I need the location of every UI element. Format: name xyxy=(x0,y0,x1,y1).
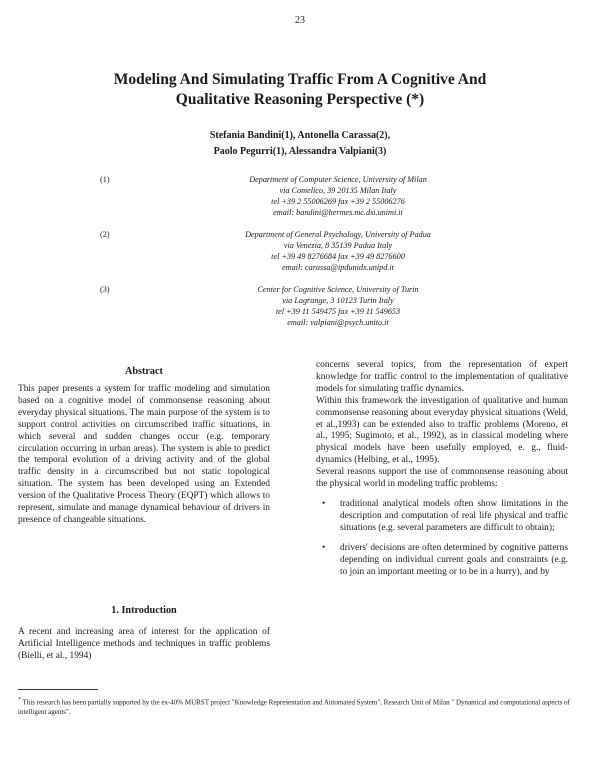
affiliation-line: Center for Cognitive Science, University of Turin xyxy=(257,285,419,294)
affiliation-line: Department of General Psychology, University of Padua xyxy=(245,230,431,239)
bullet-item xyxy=(316,499,568,535)
authors-line-2: Paolo Pegurri(1), Alessandra Valpiani(3) xyxy=(213,146,387,157)
introduction-paragraph: A recent and increasing area of interest for the application of Artificial Intelligence methods and techniques in traffic problems (Bielli, et al., 1994) xyxy=(18,627,270,661)
abstract-paragraph: This paper presents a system for traffic modeling and simulation based on a cognitive model of commonsense reasoning about everyday physical situations. The main purpose of the system is to support control activities on circumscribed traffic situations, in which several and sudden changes occur (e.g. temporary circulation occurring in urban areas). The system is able to predict the temporal evolution of a driving activity and of the global traffic density in a circumscribed but not static topological situation. The system has been developed using an Extended version of the Qualitative Process Theory (EQPT) which allows to represent, simulate and manage dynamical behaviour of drivers in presence of changeable situations. xyxy=(18,384,270,525)
affiliation-1 xyxy=(100,174,540,218)
affiliation-2 xyxy=(100,229,540,273)
affiliation-number: (1) xyxy=(100,175,110,184)
affiliation-line: tel +39 11 549475 fax +39 11 549653 xyxy=(275,307,401,316)
affiliation-line: via Venezia, 8 35139 Padua Italy xyxy=(283,241,393,250)
body-paragraph: Within this framework the investigation of qualitative and human commonsense reasoning about everyday physical situations (Weld, et al.,1993) can be extended also to traffic problems (Moreno, et al., 1995; Sugimoto, et al., 1992), as in classical modeling where physical models have been usefully employed, e. g., fluid-dynamics (Helbing, et al., 1995). xyxy=(316,395,568,466)
affiliation-email: email: bandini@hermes.mc.dsi.unimi.it xyxy=(273,208,403,217)
affiliation-line: via Lagrange, 3 10123 Turin Italy xyxy=(282,296,394,305)
footnote xyxy=(18,696,578,717)
abstract-body xyxy=(18,384,270,527)
bullet-text: drivers' decisions are often determined by cognitive patterns depending on individual current goals and constraints (e.g. to join an important meeting or to be in a hurry), and by xyxy=(340,542,568,577)
affiliation-line: tel +39 49 8276684 fax +39 49 8276600 xyxy=(271,252,405,261)
right-column-body xyxy=(316,360,568,578)
body-paragraph: concerns several topics, from the representation of expert knowledge for traffic control to the implementation of qualitative models for simulating traffic dynamics. xyxy=(316,360,568,394)
footnote-text: This research has been partially supported by the ex-40% MURST project "Knowledge Representation and Automated System", Research Unit of Milan " Dynamical and computational aspects of intelligent agents". xyxy=(18,698,570,716)
affiliation-line: tel +39 2 55006269 fax +39 2 55006276 xyxy=(271,197,405,206)
bullet-item xyxy=(316,543,568,579)
author-list xyxy=(40,128,560,160)
affiliation-number: (2) xyxy=(100,230,110,239)
footnote-divider xyxy=(18,689,98,690)
bullet-text: traditional analytical models often show limitations in the description and computation of real life physical and traffic situations (e.g. several parameters are difficult to obtain); xyxy=(340,498,568,533)
authors-line-1: Stefania Bandini(1), Antonella Carassa(2), xyxy=(209,130,391,141)
affiliation-line: Department of Computer Science, University of Milan xyxy=(249,175,427,184)
body-paragraph: Several reasons support the use of commonsense reasoning about the physical world in modeling traffic problems: xyxy=(316,467,568,490)
affiliation-line: via Comelico, 39 20135 Milan Italy xyxy=(279,186,397,195)
affiliation-number: (3) xyxy=(100,285,110,294)
abstract-heading: Abstract xyxy=(125,366,163,377)
title-line-1: Modeling And Simulating Traffic From A Cognitive And xyxy=(113,71,487,88)
footnote-marker: * xyxy=(18,697,21,703)
page-number: 23 xyxy=(295,15,305,26)
affiliation-3 xyxy=(100,284,540,328)
title-line-2: Qualitative Reasoning Perspective (*) xyxy=(175,91,425,108)
affiliation-email: email: carassa@ipdunidx.unipd.it xyxy=(282,263,394,272)
paper-title xyxy=(20,70,580,110)
bullet-icon: • xyxy=(322,498,326,509)
introduction-body xyxy=(18,627,270,663)
affiliation-email: email: valpiani@psych.unito.it xyxy=(287,318,389,327)
bullet-icon: • xyxy=(322,542,326,553)
introduction-heading: 1. Introduction xyxy=(111,605,177,616)
